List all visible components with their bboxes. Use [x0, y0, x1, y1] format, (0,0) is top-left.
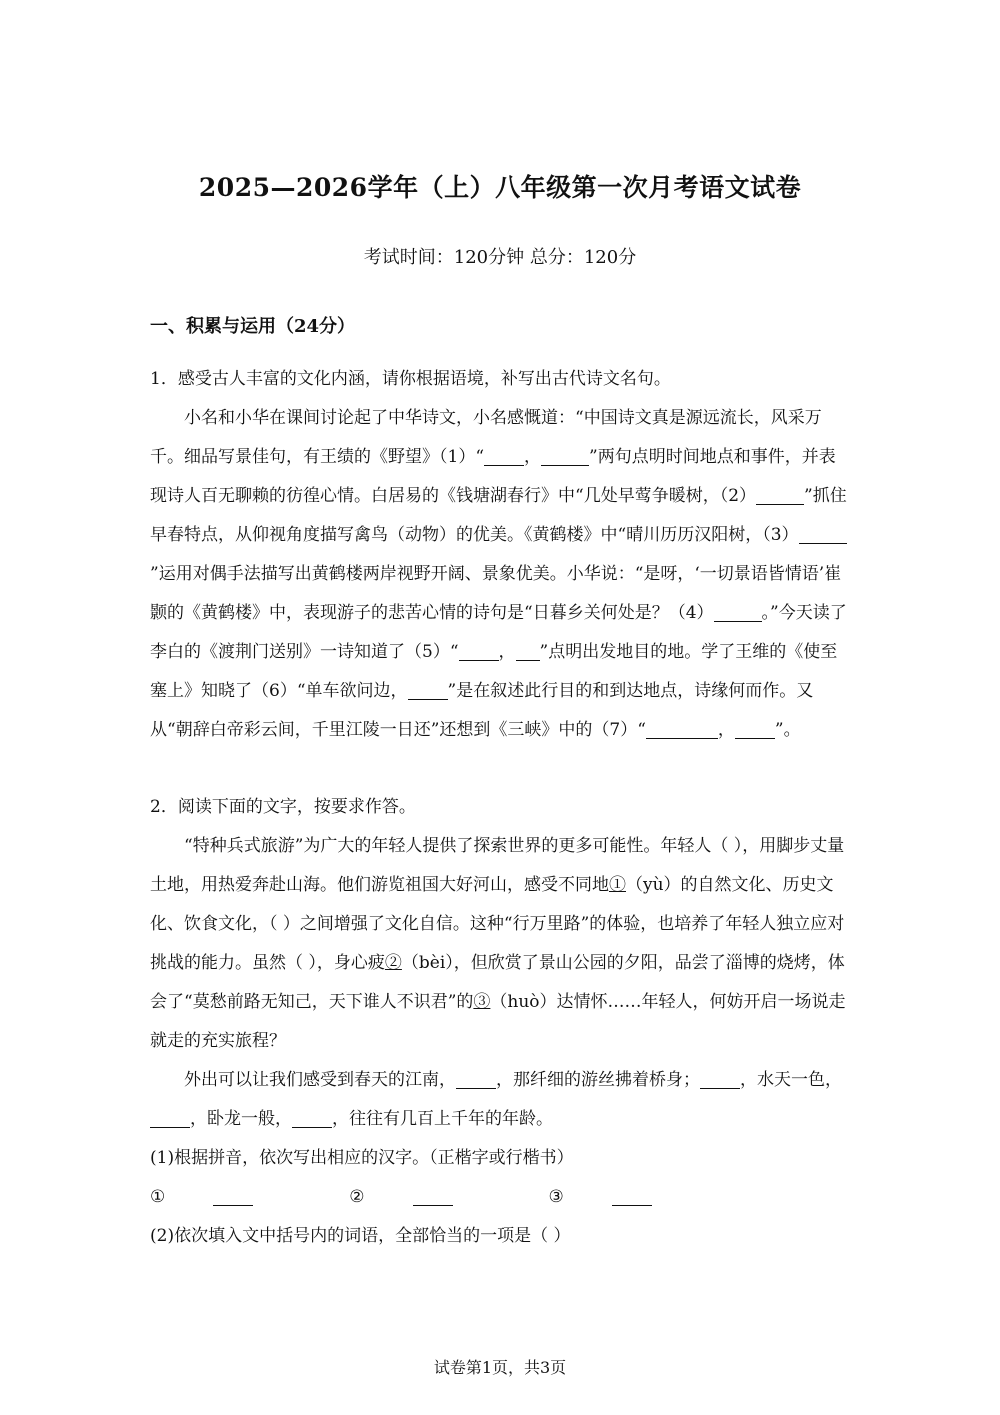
blank-3[interactable] — [799, 521, 847, 544]
blank-4[interactable] — [714, 599, 762, 622]
sub-question-2: (2)依次填入文中括号内的词语，全部恰当的一项是（ ） — [150, 1226, 571, 1246]
answer-blanks: ① ② ③ — [150, 1178, 850, 1217]
answer-blank-2[interactable] — [413, 1183, 453, 1206]
blank-2[interactable] — [756, 482, 804, 505]
answer-blank-3[interactable] — [612, 1183, 652, 1206]
marker-1: ① — [609, 875, 626, 895]
blank-b3[interactable] — [150, 1105, 190, 1128]
question-1-passage: 小名和小华在课间讨论起了中华诗文，小名感慨道：“中国诗文真是源远流长，风采万千。细品写景佳句，有王绩的《野望》（1）“ ， ”两句点明时间地点和事件，并表现诗人百无聊赖的彷徨心情。白居易的《钱塘湖春行》中“几处早莺争暖树，（2） ”抓住早春特点，从仰视角度描写禽鸟（动物）的优美。《黄鹤楼》中“晴川历历汉阳树，（3）”运用对偶手法描写出黄鹤楼两岸视野开阔、景象优美。小华说：“是呀，‘一切景语皆情语’崔颢的《黄鹤楼》中，表现游子的悲苦心情的诗句是“日暮乡关何处是？（4） 。”今天读了李白的《渡荆门送别》一诗知道了（5）“ ， ”点明出发地目的地。学了王维的《使至塞上》知晓了（6）“单车欲问边， ”是在叙述此行目的和到达地点，诗缘何而作。又从“朝辞白帝彩云间，千里江陵一日还”还想到《三峡》中的（7）“ ， ”。 — [150, 408, 847, 740]
question-1 — [150, 360, 850, 750]
blank-6[interactable] — [408, 677, 448, 700]
question-2-stem: 2．阅读下面的文字，按要求作答。 — [150, 797, 416, 817]
marker-2: ② — [384, 953, 402, 973]
section-heading: 一、积累与运用（24分） — [150, 316, 356, 337]
marker-3: ③ — [473, 992, 491, 1012]
page-title: 2025—2026学年（上）八年级第一次月考语文试卷 — [198, 173, 802, 202]
blank-b2[interactable] — [700, 1066, 740, 1089]
sub-question-1: (1)根据拼音，依次写出相应的汉字。（正楷字或行楷书） — [150, 1148, 574, 1168]
question-1-stem: 1．感受古人丰富的文化内涵，请你根据语境，补写出古代诗文名句。 — [150, 369, 671, 389]
blank-7a[interactable] — [646, 716, 718, 739]
blank-1a[interactable] — [484, 443, 524, 466]
page-footer: 试卷第1页，共3页 — [433, 1358, 567, 1377]
blank-7b[interactable] — [735, 716, 775, 739]
blank-5b[interactable] — [516, 638, 540, 661]
blank-b1[interactable] — [456, 1066, 496, 1089]
answer-blank-1[interactable] — [213, 1183, 253, 1206]
blank-5a[interactable] — [459, 638, 499, 661]
question-2-passage-2: 外出可以让我们感受到春天的江南， ，那纤细的游丝拂着桥身； ，水天一色，，卧龙一般， ，往往有几百上千年的年龄。 — [150, 1061, 850, 1139]
exam-info: 考试时间：120分钟 总分：120分 — [363, 247, 637, 268]
question-2 — [150, 788, 850, 1256]
blank-1b[interactable] — [541, 443, 589, 466]
question-2-passage: “特种兵式旅游”为广大的年轻人提供了探索世界的更多可能性。年轻人（ ），用脚步丈量土地，用热爱奔赴山海。他们游览祖国大好河山，感受不同地①（yù）的自然文化、历史文化、饮食文化，（ ）之间增强了文化自信。这种“行万里路”的体验，也培养了年轻人独立应对挑战的能力。虽然（ ），身心疲②（bèi），但欣赏了景山公园的夕阳，品尝了淄博的烧烤，体会了“莫愁前路无知己，天下谁人不识君”的③（huò）达情怀……年轻人，何妨开启一场说走就走的充实旅程？ — [150, 836, 846, 1051]
blank-b4[interactable] — [292, 1105, 332, 1128]
